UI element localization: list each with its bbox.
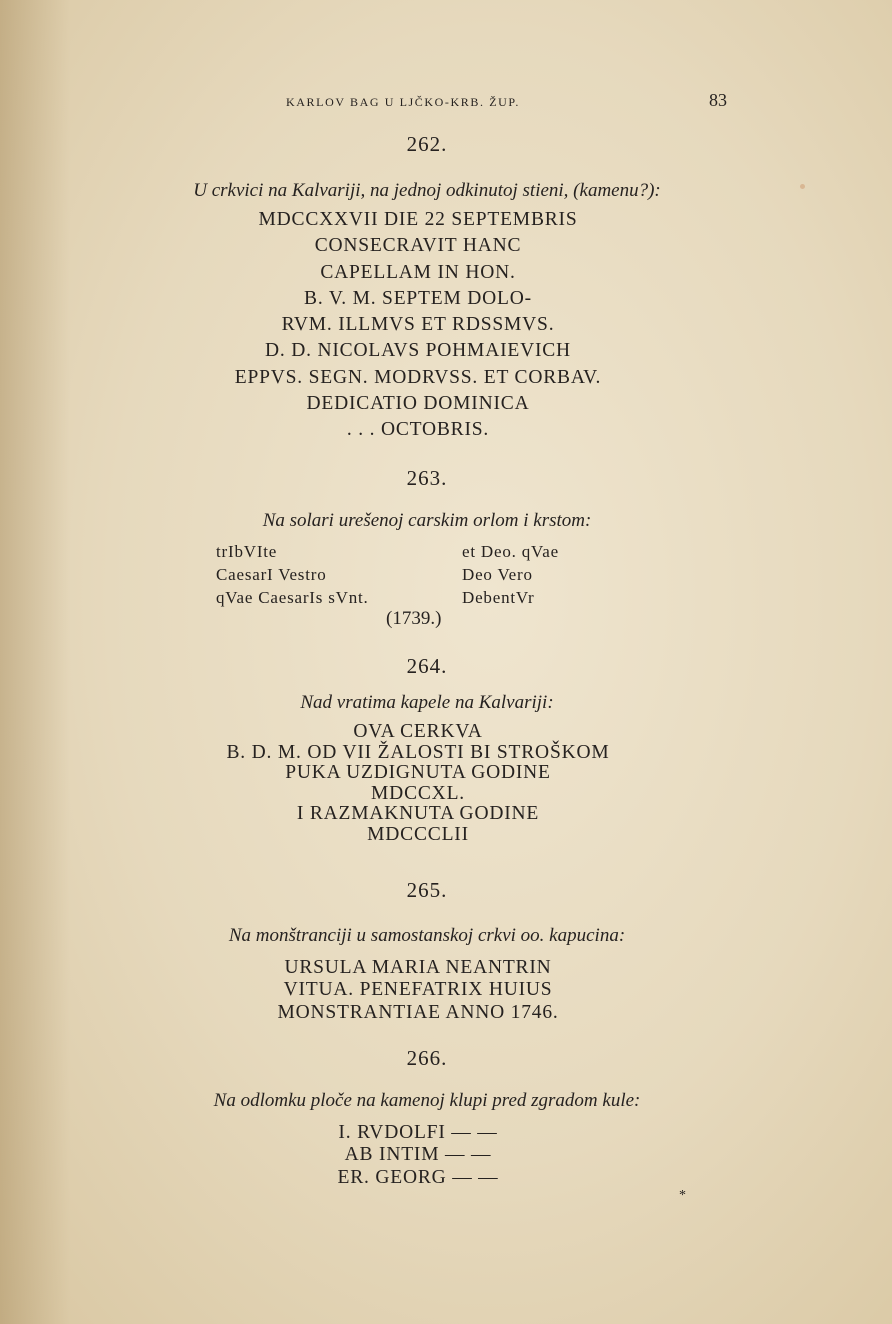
inscription-264: [0, 722, 836, 846]
entry-number-265: 265.: [406, 878, 448, 902]
inscription-line: I. RVDOLFI — —: [338, 1122, 498, 1143]
inscription-line: et Deo. qVae: [462, 542, 559, 561]
inscription-262: [0, 207, 836, 444]
running-head: KARLOV BAG U LJČKO-KRB. ŽUP.: [286, 95, 520, 109]
entry-caption-264: Nad vratima kapele na Kalvariji:: [300, 692, 554, 713]
inscription-line: PUKA UZDIGNUTA GODINE: [285, 762, 551, 784]
inscription-line: . . . OCTOBRIS.: [346, 419, 490, 441]
inscription-line: B. D. M. OD VII ŽALOSTI BI STROŠKOM: [226, 741, 610, 763]
entry-caption-263: Na solari urešenoj carskim orlom i krstom:: [262, 510, 592, 531]
sundial-inscription-right: [462, 540, 559, 609]
inscription-line: qVae CaesarIs sVnt.: [216, 588, 369, 607]
entry-caption-262: U crkvici na Kalvariji, na jednoj odkinutoj stieni, (kamenu?):: [193, 180, 661, 201]
inscription-line: trIbVIte: [216, 542, 278, 561]
entry-number-264: 264.: [406, 654, 448, 678]
inscription-line: B. V. M. SEPTEM DOLO-: [304, 287, 532, 309]
inscription-265: [0, 957, 836, 1024]
page-number: 83: [709, 90, 727, 110]
entry-caption-265: Na monštranciji u samostanskoj crkvi oo. kapucina:: [228, 925, 626, 946]
inscription-line: VITUA. PENEFATRIX HUIUS: [283, 979, 553, 1001]
entry-caption-266: Na odlomku ploče na kamenoj klupi pred zgradom kule:: [213, 1090, 641, 1111]
inscription-line: EPPVS. SEGN. MODRVSS. ET CORBAV.: [234, 366, 602, 388]
inscription-line: ER. GEORG — —: [337, 1166, 499, 1188]
entry-number-263: 263.: [406, 466, 448, 490]
inscription-line: RVM. ILLMVS ET RDSSMVS.: [281, 314, 555, 336]
inscription-266: [0, 1122, 836, 1189]
inscription-line: MONSTRANTIAE ANNO 1746.: [277, 1001, 559, 1023]
inscription-line: MDCCCLII: [367, 823, 469, 845]
inscription-line: OVA CERKVA: [353, 721, 483, 742]
inscription-line: MDCCXL.: [371, 782, 465, 804]
inscription-line: I RAZMAKNUTA GODINE: [296, 803, 540, 825]
inscription-line: URSULA MARIA NEANTRIN: [284, 957, 552, 978]
sundial-inscription-left: [216, 540, 369, 609]
sundial-year: (1739.): [386, 608, 442, 629]
entry-number-266: 266.: [406, 1046, 448, 1070]
inscription-line: Deo Vero: [462, 565, 533, 584]
inscription-line: DebentVr: [462, 588, 535, 607]
inscription-line: DEDICATIO DOMINICA: [306, 393, 530, 415]
inscription-line: D. D. NICOLAVS POHMAIEVICH: [265, 340, 571, 362]
footer-mark: *: [679, 1188, 686, 1203]
inscription-line: CaesarI Vestro: [216, 565, 327, 584]
inscription-line: CAPELLAM IN HON.: [320, 261, 516, 283]
inscription-line: AB INTIM — —: [344, 1144, 492, 1166]
entry-number-262: 262.: [406, 132, 448, 156]
inscription-line: CONSECRAVIT HANC: [314, 235, 522, 257]
inscription-line: MDCCXXVII DIE 22 SEPTEMBRIS: [258, 209, 578, 230]
